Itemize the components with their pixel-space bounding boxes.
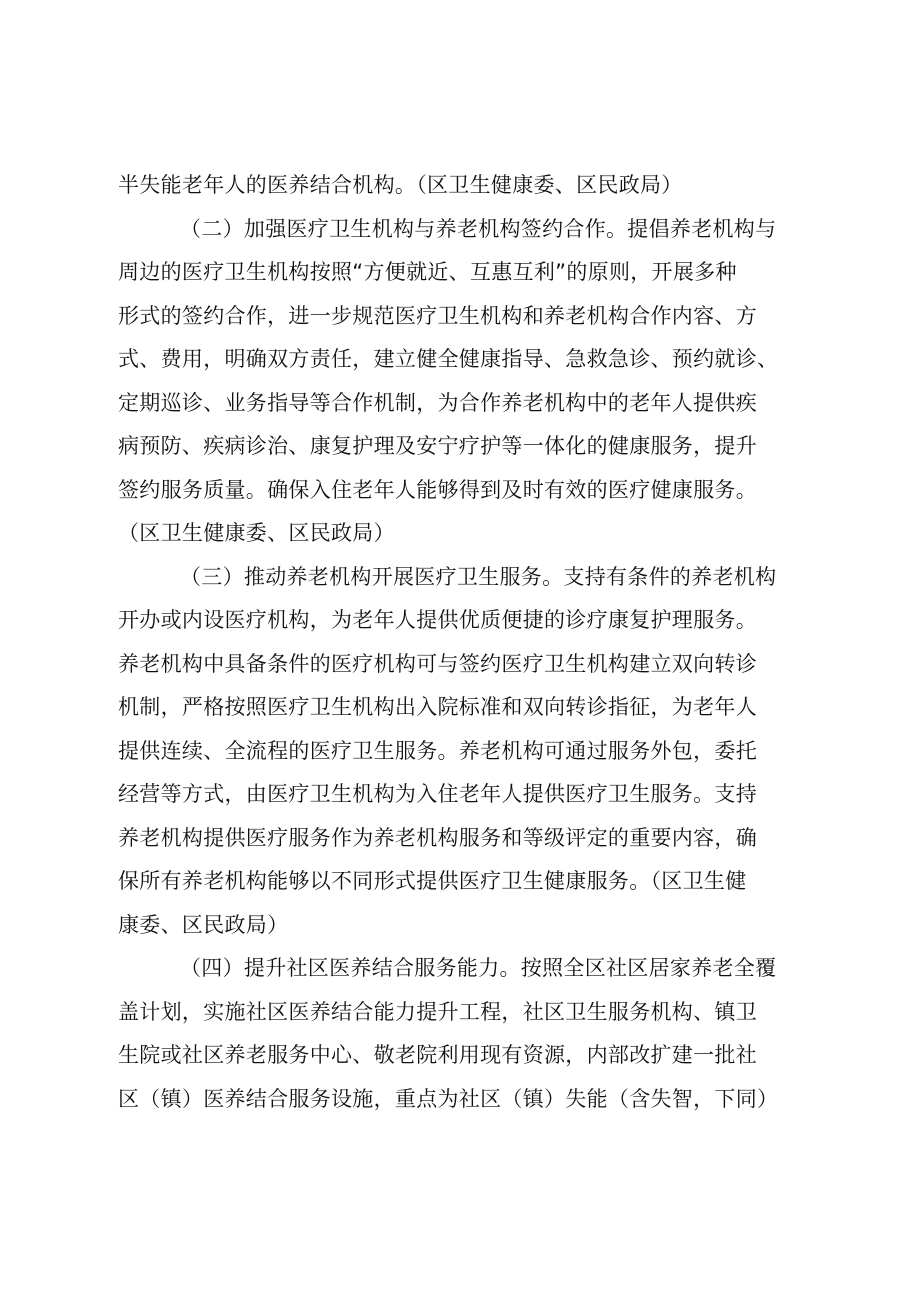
text-line: 周边的医疗卫生机构按照“方便就近、互惠互利”的原则，开展多种 <box>118 260 737 284</box>
text-line: 养老机构提供医疗服务作为养老机构服务和等级评定的重要内容，确 <box>118 825 757 850</box>
text-line: 定期巡诊、业务指导等合作机制，为合作养老机构中的老年人提供疾 <box>118 390 757 415</box>
text-line: 盖计划，实施社区医养结合能力提升工程，社区卫生服务机构、镇卫 <box>118 999 757 1024</box>
text-line: 签约服务质量。确保入住老年人能够得到及时有效的医疗健康服务。 <box>118 477 757 502</box>
text-line: 形式的签约合作，进一步规范医疗卫生机构和养老机构合作内容、方 <box>118 303 757 328</box>
text-line: 康委、区民政局） <box>118 912 289 937</box>
paragraph-start-line: （二）加强医疗卫生机构与养老机构签约合作。提倡养老机构与 <box>180 216 777 241</box>
text-line: 开办或内设医疗机构，为老年人提供优质便捷的诊疗康复护理服务。 <box>118 608 757 632</box>
text-line: 经营等方式，由医疗卫生机构为入住老年人提供医疗卫生服务。支持 <box>118 782 757 806</box>
text-line: 病预防、疾病诊治、康复护理及安宁疗护等一体化的健康服务，提升 <box>118 434 757 458</box>
text-line: 生院或社区养老服务中心、敬老院利用现有资源，内部改扩建一批社 <box>118 1043 757 1067</box>
document-body <box>118 164 838 1121</box>
paragraph-start-line: （四）提升社区医养结合服务能力。按照全区社区居家养老全覆 <box>180 956 777 980</box>
text-line: 机制，严格按照医疗卫生机构出入院标准和双向转诊指征，为老年人 <box>118 695 757 719</box>
text-line: （区卫生健康委、区民政局） <box>118 521 395 545</box>
text-line: 提供连续、全流程的医疗卫生服务。养老机构可通过服务外包，委托 <box>118 738 757 763</box>
text-line: 半失能老年人的医养结合机构。（区卫生健康委、区民政局） <box>118 173 683 197</box>
text-line: 保所有养老机构能够以不同形式提供医疗卫生健康服务。（区卫生健 <box>118 869 747 893</box>
paragraph-start-line: （三）推动养老机构开展医疗卫生服务。支持有条件的养老机构 <box>180 564 777 589</box>
text-line: 养老机构中具备条件的医疗机构可与签约医疗卫生机构建立双向转诊 <box>118 651 757 676</box>
text-line: 区（镇）医养结合服务设施，重点为社区（镇）失能（含失智，下同） <box>118 1086 779 1111</box>
text-line: 式、费用，明确双方责任，建立健全健康指导、急救急诊、预约就诊、 <box>118 347 779 371</box>
